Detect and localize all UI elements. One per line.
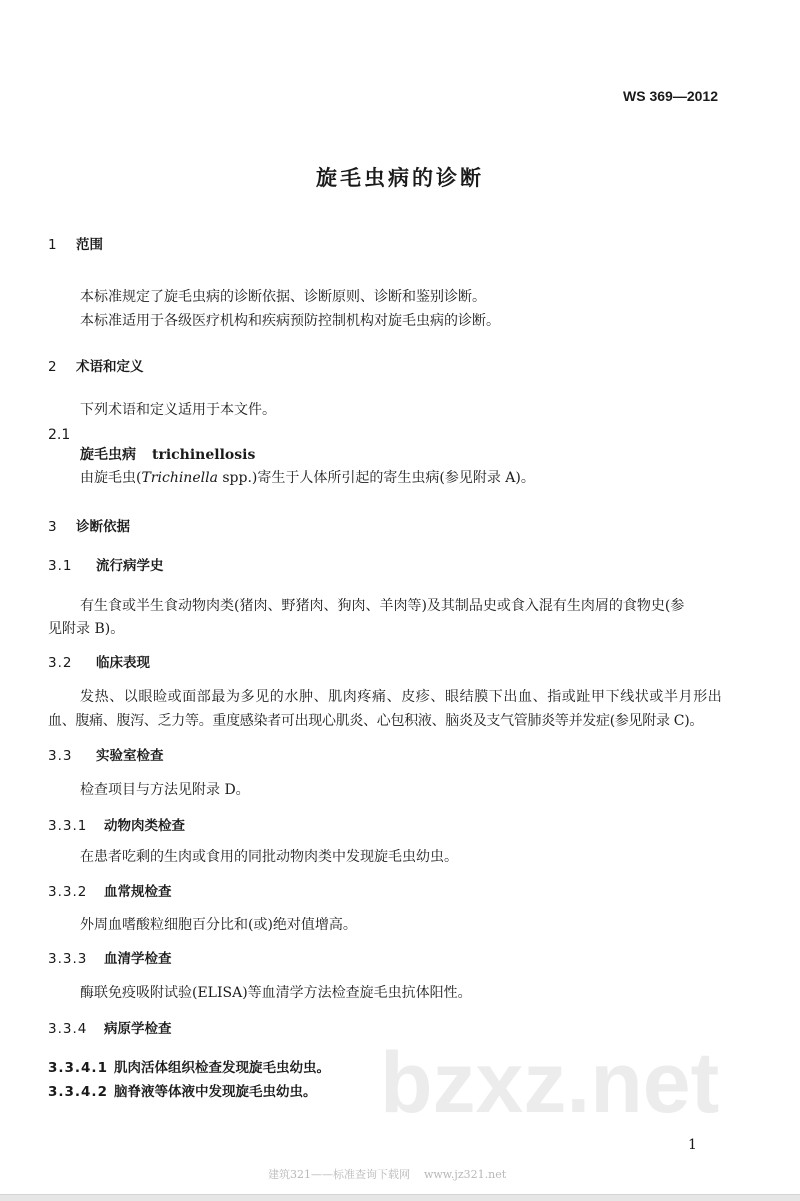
clause-3-3-3-heading: [48, 950, 172, 968]
paragraph: 有生食或半生食动物肉类(猪肉、野猪肉、狗肉、羊肉等)及其制品史或食入混有生肉屑的食物史(参: [80, 598, 685, 614]
item-number: 3.3.4.2: [48, 1084, 108, 1100]
term-definition: [80, 469, 535, 487]
clause-3-3-2-heading: [48, 883, 172, 901]
section-title: 诊断依据: [76, 519, 130, 535]
definition-text: spp.)寄生于人体所引起的寄生虫病(参见附录 A)。: [217, 470, 535, 486]
clause-3-3-1-heading: [48, 817, 185, 835]
item-text: 肌肉活体组织检查发现旋毛虫幼虫。: [114, 1060, 330, 1076]
clause-title: 血常规检查: [104, 884, 172, 900]
section-2-heading: [48, 358, 144, 376]
paragraph: 酶联免疫吸附试验(ELISA)等血清学方法检查旋毛虫抗体阳性。: [80, 985, 472, 1001]
clause-title: 实验室检查: [96, 748, 164, 764]
section-number: 2: [48, 359, 58, 375]
clause-title: 临床表现: [96, 655, 150, 671]
paragraph: 发热、以眼睑或面部最为多见的水肿、肌肉疼痛、皮疹、眼结膜下出血、指或趾甲下线状或半月形出: [80, 689, 723, 705]
clause-title: 流行病学史: [96, 558, 164, 574]
standard-code: WS 369—2012: [623, 88, 718, 104]
clause-title: 动物肉类检查: [104, 818, 185, 834]
latin-name: Trichinella: [141, 470, 218, 486]
page-number: 1: [688, 1137, 697, 1153]
term-cn: 旋毛虫病: [80, 447, 136, 463]
term-entry: [80, 446, 255, 464]
clause-title: 血清学检查: [104, 951, 172, 967]
item-number: 3.3.4.1: [48, 1060, 108, 1076]
paragraph: 外周血嗜酸粒细胞百分比和(或)绝对值增高。: [80, 917, 357, 933]
section-title: 范围: [76, 237, 103, 253]
paragraph: 血、腹痛、腹泻、乏力等。重度感染者可出现心肌炎、心包积液、脑炎及支气管肺炎等并发症(参见附录 C)。: [48, 713, 704, 729]
clause-number: 3.2: [48, 655, 73, 671]
clause-number: 3.1: [48, 558, 73, 574]
section-number: 3: [48, 519, 58, 535]
clause-3-1-heading: [48, 557, 164, 575]
clause-number: 2.1: [48, 427, 71, 443]
clause-3-3-heading: [48, 747, 164, 765]
clause-number: 3.3.4: [48, 1021, 88, 1037]
item-text: 脑脊液等体液中发现旋毛虫幼虫。: [114, 1084, 317, 1100]
clause-number: 3.3: [48, 748, 73, 764]
clause-3-3-4-heading: [48, 1020, 172, 1038]
paragraph: 检查项目与方法见附录 D。: [80, 782, 250, 798]
section-number: 1: [48, 237, 58, 253]
paragraph: 本标准适用于各级医疗机构和疾病预防控制机构对旋毛虫病的诊断。: [80, 313, 500, 329]
paragraph: 本标准规定了旋毛虫病的诊断依据、诊断原则、诊断和鉴别诊断。: [80, 289, 486, 305]
clause-number: 3.3.1: [48, 818, 88, 834]
paragraph: 见附录 B)。: [48, 621, 125, 637]
section-1-heading: [48, 236, 103, 254]
definition-text: 由旋毛虫(: [80, 470, 142, 486]
list-item: [48, 1083, 317, 1101]
section-title: 术语和定义: [76, 359, 144, 375]
watermark: bzxz.net: [380, 1035, 720, 1131]
paragraph: 下列术语和定义适用于本文件。: [80, 402, 276, 418]
clause-number: 3.3.2: [48, 884, 88, 900]
document-title: 旋毛虫病的诊断: [316, 166, 484, 190]
site-footer: 建筑321——标准查询下载网 www.jz321.net: [268, 1168, 507, 1181]
section-3-heading: [48, 518, 130, 536]
paragraph: 在患者吃剩的生肉或食用的同批动物肉类中发现旋毛虫幼虫。: [80, 849, 458, 865]
clause-3-2-heading: [48, 654, 150, 672]
clause-title: 病原学检查: [104, 1021, 172, 1037]
clause-number: 3.3.3: [48, 951, 88, 967]
list-item: [48, 1059, 330, 1077]
term-en: trichinellosis: [152, 447, 256, 463]
